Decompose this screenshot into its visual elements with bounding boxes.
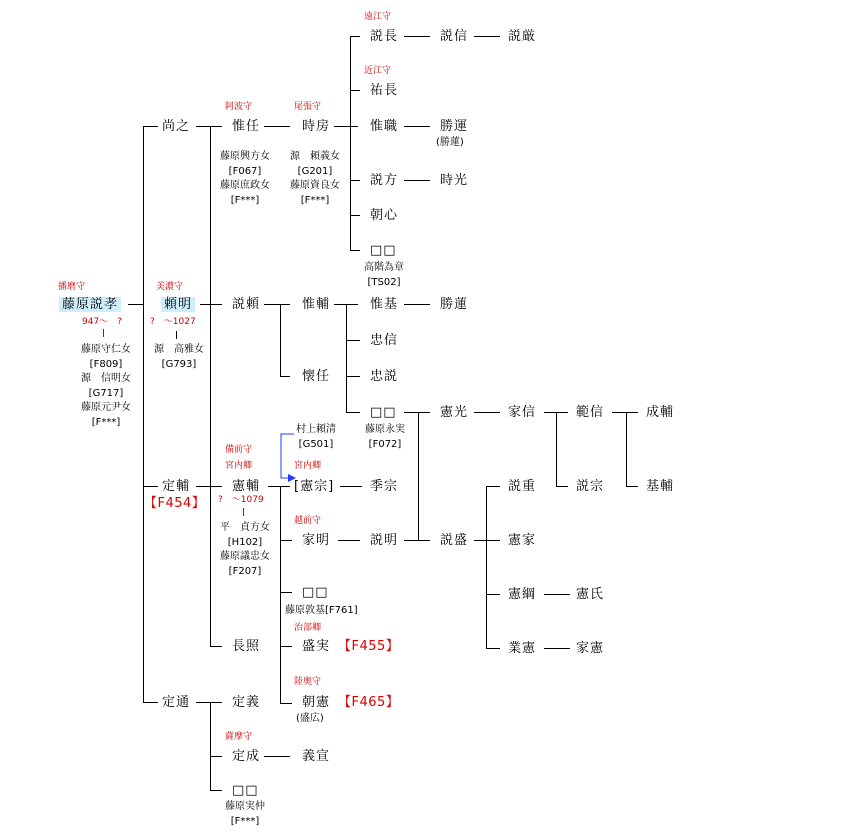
connector: [143, 486, 158, 487]
connector: [486, 486, 500, 487]
spouse-ref: [F***]: [300, 194, 330, 206]
connector: [350, 36, 351, 250]
connector: [544, 594, 570, 595]
spouse-name: 藤原守仁女: [81, 344, 131, 355]
person-shoren: 勝蓮: [440, 297, 469, 312]
person-naoyuki: 尚之: [162, 119, 191, 134]
person-tokinobu: 説信: [440, 29, 469, 44]
person-koreshiki: 惟職: [370, 119, 399, 134]
date-label: 947～ ?: [82, 317, 122, 327]
spouse-ref: [F072]: [368, 438, 402, 450]
person-koresuke: 惟輔: [302, 297, 331, 312]
spouse-list: [72, 343, 140, 430]
connector: [350, 250, 360, 251]
spouse-ref: [G793]: [161, 358, 197, 370]
connector: [340, 486, 362, 487]
person-norinobu: 範信: [576, 405, 605, 420]
person-sadayoshi: 定義: [232, 695, 261, 710]
title-label: 阿波守: [225, 102, 253, 112]
connector: [280, 703, 292, 704]
connector: [210, 702, 211, 790]
title-label: 陸奥守: [294, 677, 322, 687]
person-kaito: 懐任: [302, 369, 331, 384]
person-tokimitsu: 時光: [440, 173, 469, 188]
title-label: 播磨守: [58, 282, 86, 292]
date-label: ? ～1079: [218, 495, 264, 505]
spouse-ref: [F***]: [230, 194, 260, 206]
connector: [280, 486, 281, 704]
spouse-ref: [G717]: [88, 387, 124, 399]
spouse-ref: [F067]: [228, 165, 262, 177]
person-ienori: 家憲: [576, 641, 605, 656]
connector: [143, 126, 144, 702]
person-yoshinobu: 義宣: [302, 749, 331, 764]
connector: [474, 540, 486, 541]
spouse-list: [282, 150, 348, 208]
connector: [264, 126, 290, 127]
connector: [346, 304, 347, 412]
connector: [143, 126, 158, 127]
person-sadashige: 定成: [232, 749, 261, 764]
ref-tomonori: 【F465】: [338, 695, 400, 710]
spouse-name: 藤原議忠女: [220, 551, 270, 562]
spouse-name: 藤原興方女: [220, 151, 270, 162]
connector: [486, 594, 500, 595]
connector: [280, 540, 292, 541]
connector: [280, 646, 292, 647]
person-unknown: □□: [370, 243, 397, 258]
connector: [196, 702, 222, 703]
connector: [404, 180, 430, 181]
spouse-ref: [F207]: [228, 565, 262, 577]
person-tokikata: 説方: [370, 173, 399, 188]
title-label: 尾張守: [294, 102, 322, 112]
connector: [280, 304, 281, 376]
spouse-name: 村上頼清: [296, 424, 336, 435]
connector: [404, 126, 430, 127]
spouse-name: 源 頼義女: [290, 151, 340, 162]
alt-name: (盛広): [296, 713, 324, 724]
date-label: ? ～1027: [150, 317, 196, 327]
title-label: 宮内卿: [294, 461, 322, 471]
person-gyoken: 業憲: [508, 641, 537, 656]
spouse-ref: [TS02]: [367, 276, 401, 288]
person-chuetsu: 忠説: [370, 369, 399, 384]
connector: [350, 180, 360, 181]
connector: [556, 486, 568, 487]
person-tokinaga: 説長: [370, 29, 399, 44]
person-sukenaga: 祐長: [370, 83, 399, 98]
person-kenko: 憲光: [440, 405, 469, 420]
connector: [264, 304, 290, 305]
title-label: 宮内卿: [225, 461, 253, 471]
spouse-name: 源 高雅女: [154, 344, 204, 355]
person-morizane: 盛実: [302, 639, 331, 654]
person-kisou: 季宗: [370, 479, 399, 494]
spouse-list: [288, 423, 344, 452]
connector: [612, 412, 638, 413]
person-noriyasu: 憲輔: [232, 479, 261, 494]
spouse-name: 藤原実仲: [225, 801, 265, 812]
person-norishi: 憲氏: [576, 587, 605, 602]
connector: [474, 36, 500, 37]
connector: [280, 376, 290, 377]
connector: [196, 486, 222, 487]
person-unknown: □□: [370, 405, 397, 420]
alt-name: (勝蓮): [436, 137, 464, 148]
connector: [334, 126, 358, 127]
title-label: 近江守: [364, 66, 392, 76]
person-tokitaka: 藤原説孝: [59, 297, 121, 312]
date-tick: [243, 508, 244, 516]
person-unknown: □□: [302, 585, 329, 600]
person-shoun: 勝運: [440, 119, 469, 134]
date-tick: [176, 331, 177, 339]
connector: [544, 648, 570, 649]
spouse-list: [146, 343, 212, 372]
person-sadasuke: 定輔: [162, 479, 191, 494]
spouse-name: 高階為章: [364, 262, 404, 273]
connector: [404, 304, 430, 305]
person-tokimune: 説宗: [576, 479, 605, 494]
spouse-ref: [F809]: [89, 358, 123, 370]
spouse-ref: [F***]: [230, 815, 260, 827]
spouse-name: 藤原元尹女: [81, 402, 131, 413]
person-koremoto: 惟基: [370, 297, 399, 312]
spouse-ref: [F***]: [91, 416, 121, 428]
spouse-name: 平 貞方女: [220, 522, 270, 533]
connector: [196, 126, 222, 127]
connector: [264, 756, 290, 757]
person-tokifusa: 時房: [302, 119, 331, 134]
spouse-ref: [G501]: [298, 438, 334, 450]
spouse-list: [210, 521, 280, 579]
person-nagateru: 長照: [232, 639, 261, 654]
person-tadanobu: 忠信: [370, 333, 399, 348]
connector: [128, 304, 144, 305]
connector: [556, 412, 557, 486]
person-tokiyori: 説頼: [232, 297, 261, 312]
spouse-name: 藤原敦基[F761]: [285, 605, 358, 616]
ref-sadasuke: 【F454】: [144, 496, 206, 511]
person-tokimori: 説盛: [440, 533, 469, 548]
connector: [404, 412, 430, 413]
title-label: 越前守: [294, 516, 322, 526]
spouse-ref: [H102]: [227, 536, 263, 548]
connector: [486, 540, 500, 541]
connector: [280, 592, 292, 593]
spouse-ref: [G201]: [297, 165, 333, 177]
connector: [474, 412, 500, 413]
person-ienobu: 家信: [508, 405, 537, 420]
title-label: 美濃守: [156, 282, 184, 292]
spouse-name: 源 信明女: [81, 373, 131, 384]
connector: [346, 412, 360, 413]
person-sadamichi: 定通: [162, 695, 191, 710]
person-unknown: □□: [232, 783, 259, 798]
connector: [210, 790, 222, 791]
person-kemei: 家明: [302, 533, 331, 548]
connector: [486, 648, 500, 649]
spouse-list: [212, 800, 278, 829]
title-label: 備前守: [225, 445, 253, 455]
spouse-name: 藤原庶政女: [220, 180, 270, 191]
connector: [626, 486, 638, 487]
person-noritsuna: 憲綱: [508, 587, 537, 602]
person-narisuke: 成輔: [646, 405, 675, 420]
person-choshin: 朝心: [370, 208, 399, 223]
connector: [346, 340, 360, 341]
person-kenso: [憲宗]: [294, 479, 335, 494]
person-yoriaki: 頼明: [161, 297, 195, 312]
connector: [350, 36, 360, 37]
person-koreto: 惟任: [232, 119, 261, 134]
connector: [404, 540, 430, 541]
spouse-name: 藤原資良女: [290, 180, 340, 191]
connector: [350, 215, 360, 216]
connector: [210, 756, 222, 757]
connector: [404, 36, 430, 37]
date-tick: [103, 329, 104, 337]
title-label: 治部卿: [294, 623, 322, 633]
person-noriie: 憲家: [508, 533, 537, 548]
person-motosuke: 基輔: [646, 479, 675, 494]
connector: [486, 486, 487, 648]
spouse-list: [354, 261, 414, 290]
connector: [338, 540, 360, 541]
connector: [418, 412, 419, 540]
connector: [350, 90, 360, 91]
spouse-name: 藤原永実: [365, 424, 405, 435]
title-label: 薩摩守: [225, 732, 253, 742]
connector: [210, 646, 222, 647]
person-tokiaki: 説明: [370, 533, 399, 548]
connector: [200, 304, 222, 305]
person-tokishige: 説重: [508, 479, 537, 494]
spouse-list: [354, 423, 416, 452]
connector: [143, 702, 158, 703]
connector: [346, 376, 360, 377]
title-label: 遠江守: [364, 12, 392, 22]
ref-morizane: 【F455】: [338, 639, 400, 654]
spouse-list: [212, 150, 278, 208]
person-tomonori: 朝憲: [302, 695, 331, 710]
connector: [626, 412, 627, 486]
person-tokiyoshi: 説厳: [508, 29, 537, 44]
